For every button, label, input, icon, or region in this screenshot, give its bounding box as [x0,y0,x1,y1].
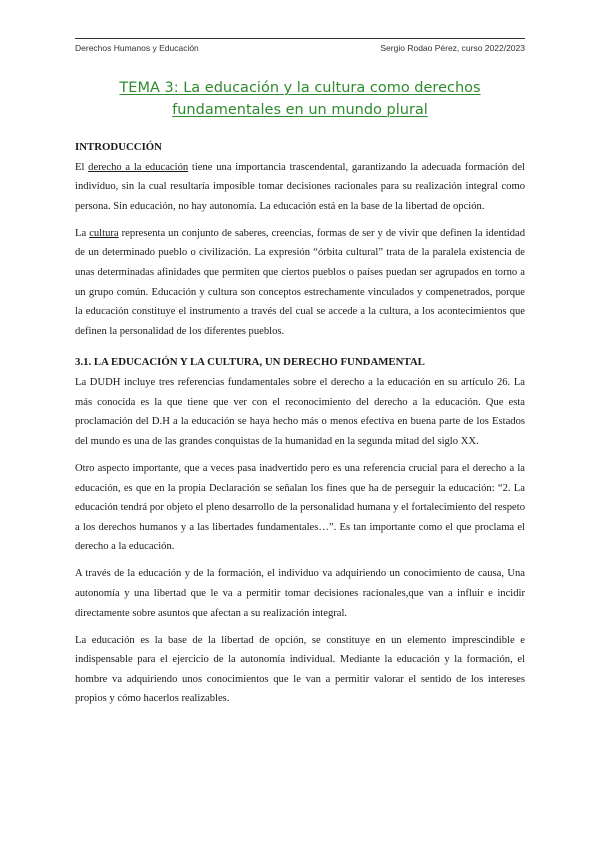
section-paragraph-1: La DUDH incluye tres referencias fundamentales sobre el derecho a la educación en su artículo 26. La más conocida es la que tiene que ver con el reconocimiento del derecho a la educación. Que esta proclamación del D.H a la educación se haya hecho más o menos efectiva en buena parte de los Estados del mundo es una de las grandes conquistas de la humanidad en la segunda mitad del siglo XX. [75,377,525,447]
intro-paragraph-1: El derecho a la educación tiene una importancia trascendental, garantizando la adecuada formación del individuo, sin la cual resultaría imposible tomar decisiones racionales para su realización integral como persona. Sin educación, no hay autonomía. La educación está en la base de la libertad de opción. [75,161,525,212]
section-paragraph-2: Otro aspecto importante, que a veces pasa inadvertido pero es una referencia crucial para el derecho a la educación, es que en la propia Declaración se señalan los fines que ha de perseguir la educación: “2. La educación tendrá por objeto el pleno desarrollo de la personalidad humana y el fortalecimiento del respeto a los derechos humanos y a las libertades fundamentales…”. Es tan importante como el que proclama el derecho a la educación. [75,462,525,553]
section-paragraph-3: A través de la educación y de la formación, el individuo va adquiriendo un conocimiento de causa, Una autonomía y una libertad que le va a permitir tomar decisiones racionales,que van a influir e incidir directamente sobre asuntos que afectan a su realización integral. [75,568,525,619]
section-3-1-heading: 3.1. LA EDUCACIÓN Y LA CULTURA, UN DERECHO FUNDAMENTAL [75,356,425,369]
intro-paragraph-2: La cultura representa un conjunto de saberes, creencias, formas de ser y de vivir que definen la identidad de un determinado pueblo o civilización. La expresión “órbita cultural” trata de la paralela existencia de unas determinadas afinidades que permiten que ciertos pueblos o países puedan ser agrupados en torno a un grupo común. Educación y cultura son conceptos estrechamente vinculados y compenetrados, porque la educación constituye el instrumento a través del cual se accede a la cultura, a los acontecimientos que definen la personalidad de los diferentes pueblos. [75,227,525,337]
term-derecho-educacion: derecho a la educación [88,161,189,173]
header-course: Derechos Humanos y Educación [75,43,199,53]
term-cultura: cultura [89,227,119,239]
document-body [75,138,525,717]
header-author: Sergio Rodao Pérez, curso 2022/2023 [380,43,525,53]
section-paragraph-4: La educación es la base de la libertad de opción, se constituye en un elemento imprescindible e indispensable para el ejercicio de la autonomía individual. Mediante la educación y la formación, el hombre va adquiriendo unos conocimientos que le van a permitir valorar el sentido de los intereses propios y cómo hacerlos realizables. [75,634,525,705]
intro-heading: INTRODUCCIÓN [75,141,162,153]
page-header [75,38,525,53]
document-title: TEMA 3: La educación y la cultura como derechos fundamentales en un mundo plural [119,80,481,118]
